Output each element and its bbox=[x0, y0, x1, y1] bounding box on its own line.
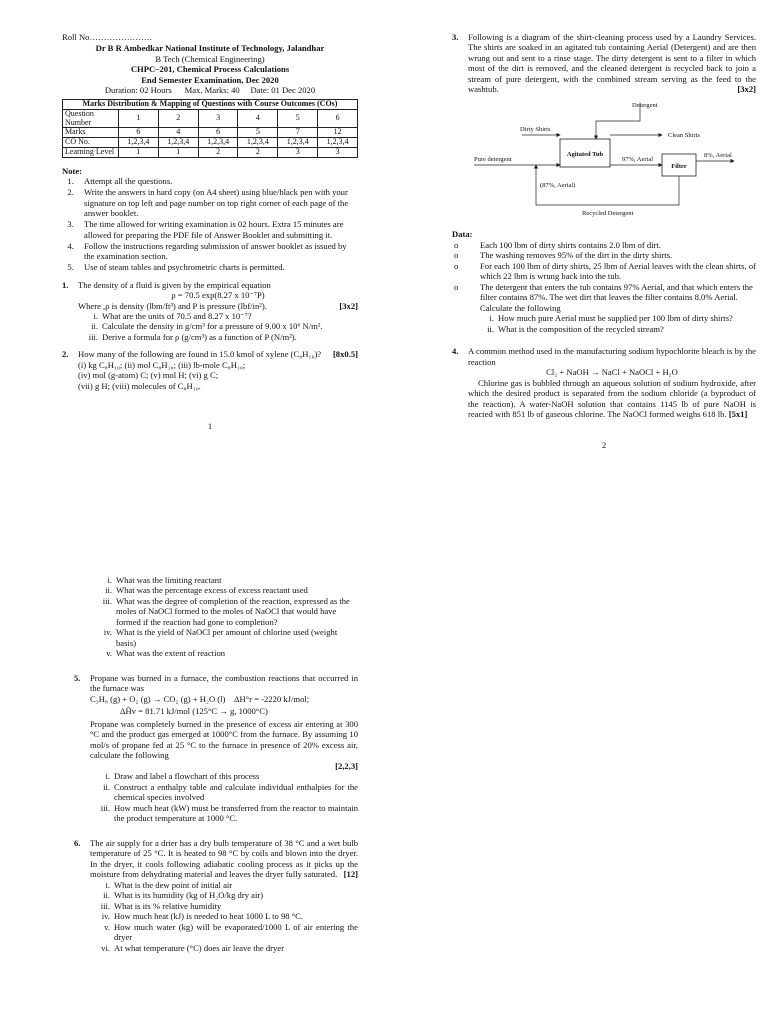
page-2 bbox=[452, 32, 756, 450]
reaction-equation: Cl₂ + NaOH → NaCl + NaOCl + H₂O bbox=[546, 367, 678, 378]
bullet-icon: o bbox=[454, 239, 459, 250]
sub-question: Calculate the density in g/cm³ for a pressure of 9.00 x 10⁶ N/m². bbox=[102, 321, 323, 332]
data-list bbox=[454, 240, 756, 303]
aerial-97-label: 97%, Aerial bbox=[622, 155, 654, 163]
table-cell: 4 bbox=[238, 109, 278, 128]
table-cell: 3 bbox=[198, 109, 238, 128]
duration: Duration: 02 Hours bbox=[104, 85, 172, 96]
list-item: 3. The time allowed for writing examination is 02 hours. Extra 15 minutes are allowed for preparing the PDF file of Answer Booklet and submitting it. bbox=[76, 219, 358, 240]
bullet-icon: o bbox=[454, 260, 459, 271]
sub-question: What was the degree of completion of the reaction, expressed as the moles of NaOCl formed to the moles of NaOCl that would have formed if the reaction had gone to completion? bbox=[116, 595, 350, 627]
reaction-enthalpy: ΔH°r = -2220 kJ/mol; bbox=[234, 693, 310, 704]
row-label: Marks bbox=[63, 128, 119, 138]
exam-title: End Semester Examination, Dec 2020 bbox=[141, 74, 279, 85]
page-number: 1 bbox=[207, 421, 213, 432]
row-label: Learning Level bbox=[63, 147, 119, 157]
table-cell: 1,2,3,4 bbox=[198, 138, 238, 148]
sub-number: iv. bbox=[101, 911, 110, 922]
table-cell: 2 bbox=[158, 109, 198, 128]
co-table-caption: Marks Distribution & Mapping of Questions with Course Outcomes (COs) bbox=[63, 99, 358, 109]
sub-question: What was the percentage excess of excess reactant used bbox=[116, 585, 308, 596]
question-1 bbox=[62, 280, 358, 343]
sub-question: Draw and label a flowchart of this process bbox=[114, 771, 260, 782]
sub-question: What is its % relative humidity bbox=[114, 900, 222, 911]
sub-question: What was the limiting reactant bbox=[116, 575, 222, 585]
question-text: Following is a diagram of the shirt-cleaning process used by a Laundry Services. The shirts are soaked in an agitated tub containing Aerial (Detergent) and are then wrung out and sent to a rinse stage. The dirty detergent is sent to a filter in which most of the dirt is removed, and the cleaned detergent is recycled back to join a stream of pure detergent, with the combined stream serving as the feed to the washtub. bbox=[468, 32, 756, 95]
page-number: 2 bbox=[601, 439, 607, 450]
table-cell: 3 bbox=[278, 147, 318, 157]
question-number: 1. bbox=[62, 279, 69, 290]
co-mapping-table bbox=[62, 99, 358, 158]
latent-heat: ΔĤv = 81.71 kJ/mol (125°C → g, 1000°C) bbox=[120, 706, 268, 717]
sub-question: What is the composition of the recycled stream? bbox=[498, 323, 664, 334]
exam-date: Date: 01 Dec 2020 bbox=[250, 85, 316, 96]
sub-question: At what temperature (°C) does air leave the dryer bbox=[114, 942, 284, 953]
sub-number: ii. bbox=[487, 323, 494, 334]
table-cell: 2 bbox=[198, 147, 238, 157]
list-item bbox=[454, 240, 756, 250]
question-3 bbox=[452, 32, 756, 95]
institute-name: Dr B R Ambedkar National Institute of Technology, Jalandhar bbox=[95, 43, 325, 54]
question-text: Chlorine gas is bubbled through an aqueous solution of sodium hydroxide, after which the desired product is separated from the sodium chloride (a byproduct of the reaction). A water-NaOH solution that contains 1145 lb of pure NaOH is reacted with 851 lb of gaseous chlorine. The NaOCl formed weighs 618 lb. bbox=[468, 377, 756, 420]
bullet-icon: o bbox=[454, 250, 459, 261]
sub-number: ii. bbox=[103, 890, 110, 901]
table-cell: 1 bbox=[158, 147, 198, 157]
list-item bbox=[454, 250, 756, 260]
agitated-tub-label: Agitated Tub bbox=[566, 150, 604, 158]
question-number: 5. bbox=[74, 672, 81, 683]
sub-number: ii. bbox=[105, 585, 112, 596]
list-item: (i) kg C₈H₁₀; (ii) mol C₈H₁₀; (iii) lb-mole C₈H₁₀; bbox=[78, 359, 246, 370]
question-intro: Propane was burned in a furnace, the combustion reactions that occurred in the furnace was bbox=[90, 672, 358, 694]
table-cell: 6 bbox=[119, 128, 159, 138]
question-intro: A common method used in the manufacturing sodium hypochlorite bleach is by the reaction bbox=[468, 346, 756, 367]
detergent-label: Detergent bbox=[632, 101, 658, 109]
question-number: 4. bbox=[452, 346, 459, 357]
marks-label: [12] bbox=[343, 869, 358, 880]
notes-title: Note: bbox=[62, 165, 83, 176]
question-number: 3. bbox=[452, 32, 459, 42]
sub-question: How much pure Aerial must be supplied per 100 lbm of dirty shirts? bbox=[498, 313, 733, 324]
sub-number: ii. bbox=[103, 781, 110, 792]
sub-number: i. bbox=[93, 310, 98, 321]
sub-number: iii. bbox=[102, 595, 112, 606]
table-cell: 1,2,3,4 bbox=[278, 138, 318, 148]
dirty-shirts-label: Dirty Shirts bbox=[520, 125, 551, 133]
sub-number: ii. bbox=[91, 321, 98, 332]
shirt-cleaning-diagram bbox=[472, 99, 742, 221]
table-cell: 1,2,3,4 bbox=[238, 138, 278, 148]
marks-label: [3x2] bbox=[737, 84, 756, 95]
data-text: Each 100 lbm of dirty shirts contains 2.0 lbm of dirt. bbox=[480, 239, 661, 250]
filter-label: Filter bbox=[671, 162, 687, 170]
sub-number: iii. bbox=[100, 802, 110, 813]
marks-label: [5x1] bbox=[728, 409, 748, 420]
recycled-label: Recycled Detergent bbox=[582, 209, 634, 217]
sub-question: How much heat (kJ) is needed to heat 1000 L to 98 °C. bbox=[114, 911, 304, 922]
question-2 bbox=[62, 349, 358, 391]
sub-number: iv. bbox=[103, 627, 112, 638]
sub-number: iii. bbox=[88, 331, 98, 342]
sub-question: Derive a formula for ρ (g/cm³) as a function of P (N/m²). bbox=[102, 331, 297, 342]
density-equation: ρ = 70.5 exp(8.27 x 10⁻⁷P) bbox=[171, 290, 265, 301]
table-cell: 12 bbox=[318, 128, 358, 138]
table-cell: 1 bbox=[119, 147, 159, 157]
question-4 bbox=[452, 346, 756, 419]
table-cell: 3 bbox=[318, 147, 358, 157]
table-cell: 6 bbox=[318, 109, 358, 128]
sub-number: iii. bbox=[100, 900, 110, 911]
sub-number: i. bbox=[105, 879, 110, 890]
list-item bbox=[454, 261, 756, 282]
sub-question: How much heat (kW) must be transferred from the reactor to maintain the product temperature at 1000 °C. bbox=[114, 802, 358, 824]
question-text: Propane was completely burned in the presence of excess air entering at 300 °C and the product gas emerged at 1000°C from the furnace. By assuming 10 mol/s of propane fed at 25 °C to the furnace in presence of 20% excess air, calculate the following bbox=[90, 718, 358, 761]
sub-number: v. bbox=[106, 648, 112, 659]
sub-question: What is its humidity (kg of H₂O/kg dry air) bbox=[114, 890, 264, 901]
sub-question: Construct a enthalpy table and calculate individual enthalpies for the chemical species involved bbox=[114, 781, 358, 803]
table-row bbox=[63, 109, 358, 128]
table-cell: 6 bbox=[198, 128, 238, 138]
data-title: Data: bbox=[452, 229, 473, 240]
list-item: 4. Follow the instructions regarding submission of answer booklet as issued by the examination section. bbox=[76, 241, 358, 262]
question-text: The air supply for a drier has a dry bulb temperature of 38 °C and a wet bulb temperature of 25 °C. It is heated to 98 °C by coils and blown into the dryer. In the dryer, it cools following adiabatic cooling process as it picks up the moisture from dehydrating material and leaves the dryer fully saturated. bbox=[90, 837, 358, 880]
sub-question: What are the units of 70.5 and 8.27 x 10⁻⁷? bbox=[102, 310, 252, 321]
reaction-equation: C₃H₈ (g) + O₂ (g) → CO₂ (g) + H₂O (l) bbox=[90, 693, 226, 704]
question-number: 6. bbox=[74, 837, 81, 848]
table-cell: 5 bbox=[238, 128, 278, 138]
aerial-87-label: (87%, Aerial) bbox=[540, 181, 576, 189]
question-6 bbox=[74, 838, 358, 953]
table-cell: 2 bbox=[238, 147, 278, 157]
table-cell: 4 bbox=[158, 128, 198, 138]
sub-number: i. bbox=[107, 575, 112, 585]
sub-number: vi. bbox=[101, 942, 110, 953]
roll-no: Roll No…………………. bbox=[62, 32, 152, 42]
sub-question: How much water (kg) will be evaporated/1000 L of air entering the dryer bbox=[114, 921, 358, 943]
question-intro: The density of a fluid is given by the empirical equation bbox=[78, 279, 271, 290]
pure-detergent-label: Pure detergent bbox=[474, 155, 512, 163]
table-row bbox=[63, 147, 358, 157]
bullet-icon: o bbox=[454, 281, 459, 292]
notes-list bbox=[76, 176, 358, 272]
list-item: 5. Use of steam tables and psychrometric charts is permitted. bbox=[76, 262, 358, 272]
data-text: The detergent that enters the tub contains 97% Aerial, and that which enters the filter contains 87%. The wet dirt that leaves the filter contains 8.0% Aerial. bbox=[480, 281, 753, 303]
data-text: For each 100 lbm of dirty shirts, 25 lbm of Aerial leaves with the clean shirts, of which 22 lbm is wrung back into the tub. bbox=[480, 260, 756, 282]
table-cell: 1,2,3,4 bbox=[119, 138, 159, 148]
list-item: (iv) mol (g-atom) C; (v) mol H; (vi) g C; bbox=[78, 370, 219, 381]
question-where: Where ,ρ is density (lbm/ft³) and P is pressure (lbf/in²). bbox=[78, 300, 267, 311]
list-item: (vii) g H; (viii) molecules of C₈H₁₀. bbox=[78, 380, 201, 391]
sub-question: What was the extent of reaction bbox=[116, 648, 226, 659]
marks-label: [2,2,3] bbox=[335, 760, 358, 771]
row-label: Question Number bbox=[63, 109, 119, 128]
table-cell: 1,2,3,4 bbox=[318, 138, 358, 148]
sub-number: i. bbox=[105, 771, 110, 782]
data-text: The washing removes 95% of the dirt in the dirty shirts. bbox=[480, 250, 673, 261]
programme: B Tech (Chemical Engineering) bbox=[155, 53, 265, 64]
row-label: CO No. bbox=[63, 138, 119, 148]
exam-meta bbox=[62, 85, 358, 95]
page-3 bbox=[74, 575, 358, 953]
sub-number: i. bbox=[489, 313, 494, 324]
table-cell: 5 bbox=[278, 109, 318, 128]
clean-shirts-label: Clean Shirts bbox=[668, 131, 700, 139]
max-marks: Max. Marks: 40 bbox=[184, 85, 240, 96]
list-item: 2. Write the answers in hard copy (on A4 sheet) using blue/black pen with your signature on top left and page number on top right corner of each page of the answer booklet. bbox=[76, 187, 358, 218]
question-5 bbox=[74, 673, 358, 824]
marks-label: [3x2] bbox=[339, 300, 358, 311]
list-item: 1. Attempt all the questions. bbox=[76, 176, 358, 186]
table-cell: 1,2,3,4 bbox=[158, 138, 198, 148]
page-1 bbox=[62, 32, 358, 432]
question-number: 2. bbox=[62, 349, 69, 360]
table-row bbox=[63, 138, 358, 148]
marks-label: [8x0.5] bbox=[332, 349, 358, 360]
table-cell: 7 bbox=[278, 128, 318, 138]
calc-intro: Calculate the following bbox=[480, 302, 561, 313]
list-item bbox=[454, 282, 756, 303]
table-cell: 1 bbox=[119, 109, 159, 128]
sub-question: What is the dew point of initial air bbox=[114, 879, 233, 890]
question-text: How many of the following are found in 15.0 kmol of xylene (C₈H₁₀)? bbox=[78, 349, 322, 360]
aerial-8-label: 8%, Aerial bbox=[704, 151, 732, 159]
sub-question: What is the yield of NaOCl per amount of chlorine used (weight basis) bbox=[116, 627, 338, 648]
course-title: CHPC–201, Chemical Process Calculations bbox=[130, 64, 290, 75]
sub-number: v. bbox=[104, 921, 110, 932]
